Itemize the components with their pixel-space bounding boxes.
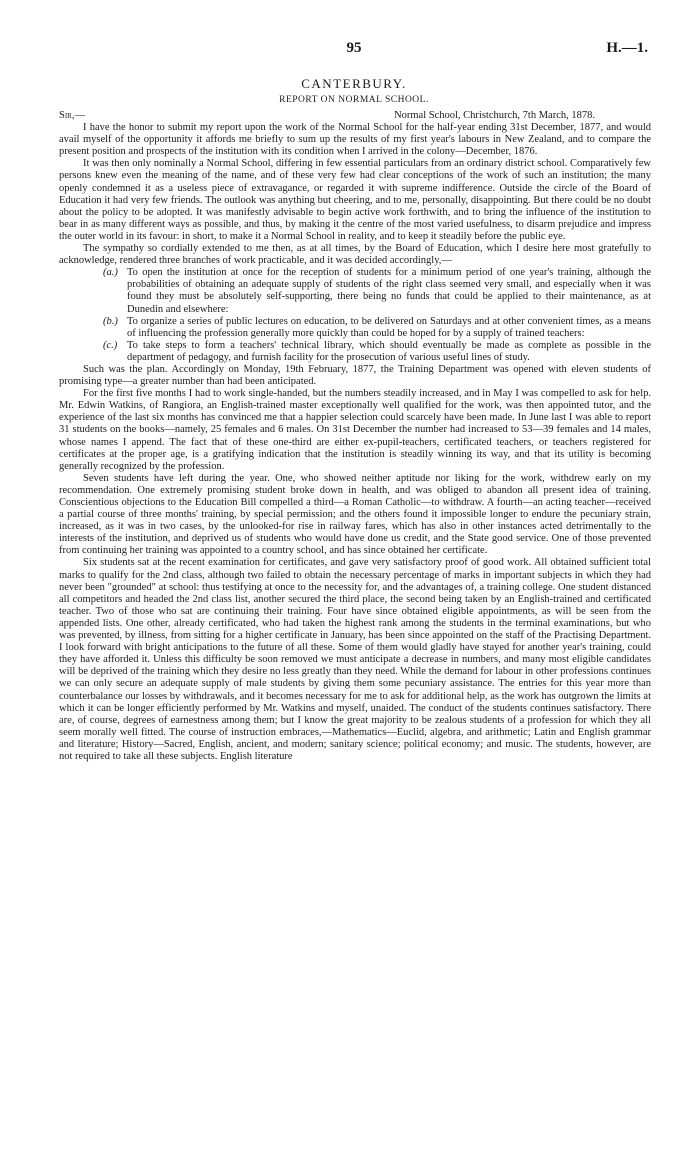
list-item-text: To take steps to form a teachers' technical library, which should eventually be made as complete as possible in the department of pedagogy, and furnish facility for the prosecution of various useful lines of study.	[127, 339, 651, 363]
paragraph-main-3: Seven students have left during the year. One, who showed neither aptitude nor liking for the work, withdrew early on my recommendation. One extremely promising student broke down in health, and was obliged to abandon all present idea of training. Conscientious objections to the Education Bill compelled a third—a Roman Catholic—to withdraw. A fourth—an acting teacher—received a partial course of three months' training, by special permission; and the others found it impossible longer to endure the pecuniary strain, increased, as it was in two cases, by the unlooked-for rise in railway fares, which has also in other instances acted detrimentally to the interests of the institution, and deprived us of students who would have done us credit, and the State good service. One of those prevented from continuing her training was appointed to a country school, and has since obtained her certificate.	[59, 472, 651, 557]
report-body	[59, 110, 651, 763]
page-header	[60, 40, 648, 62]
list-item-text: To open the institution at once for the reception of students for a minimum period of one year's training, although the probabilities of obtaining an adequate supply of students of the right class seemed very small, and especially when it was found they must be absolutely self-supporting, there being no funds that could be applied to their maintenance, as at Dunedin and elsewhere:	[127, 267, 651, 315]
paragraph-intro-2: It was then only nominally a Normal School, differing in few essential particulars from an ordinary district school. Comparatively few persons knew even the meaning of the name, and of these very few had clear conceptions of the work of such an institution; the many openly condemned it as a useless piece of extravagance, or regarded it with supreme indifference. Outside the circle of the Board of Education it had very few friends. The outlook was anything but cheering, and to me, personally, disappointing. But there could be no doubt about the policy to be adopted. It was manifestly advisable to begin active work forthwith, and to bring the influence of the institution to bear in as many different ways as possible, and thus, by making it the centre of the most varied usefulness, to disarm prejudice and impress the outer world in its favour: in short, to make it a Normal School in reality, and to keep it steadily before the public eye.	[59, 158, 651, 242]
section-title: CANTERBURY.	[301, 76, 407, 91]
salutation-line	[59, 110, 651, 122]
paragraph-intro-3: The sympathy so cordially extended to me then, as at all times, by the Board of Education, which I desire here most gratefully to acknowledge, rendered three branches of work practicable, and it was decided accordingly,—	[59, 243, 651, 267]
report-subtitle: REPORT ON NORMAL SCHOOL.	[279, 95, 429, 105]
list-item-c	[103, 339, 651, 364]
list-item-text: To organize a series of public lectures on education, to be delivered on Saturdays and at other convenient times, as a means of influencing the profession generally more quickly than could be hoped for by a supply of trained teachers:	[127, 315, 651, 339]
document-code: H.—1.	[606, 40, 648, 56]
page-number: 95	[346, 40, 362, 56]
list-marker: (a.)	[103, 267, 118, 279]
list-marker: (c.)	[103, 339, 118, 351]
paragraph-main-4: Six students sat at the recent examination for certificates, and gave very satisfactory proof of good work. All obtained sufficient total marks to qualify for the 2nd class, although two failed to obtain the necessary percentage of marks in important subjects in which they had never been "grounded" at school: thus testifying at once to the necessity for, and the advantages of, a training college. One student distanced all competitors and headed the 2nd class list, another secured the third place, the second being taken by an English-trained and certificated teacher. Two of those who sat are continuing their training. Four have since obtained eligible appointments, as will be seen from the appended lists. One other, already certificated, who had taken the highest rank among the students in the terminal examinations, but who was prevented, by illness, from sitting for a higher certificate in January, has been since appointed on the staff of the Practising Department. I look forward with bright anticipations to the future of all these. Some of them would gladly have stayed for another year's training, could they have afforded it. Unless this difficulty be soon removed we must anticipate a decrease in numbers, and many most eligible candidates will be deprived of the training which they desire no less greatly than they need. While the demand for labour in other professions continues we can only secure an adequate supply of male students by giving them some pecuniary assistance. The entries for this year more than counterbalance our losses by withdrawals, and it becomes necessary for me to ask for additional help, as the work has outgrown the limits at which it can be longer efficiently performed by Mr. Watkins and myself, unaided. The conduct of the students continues satisfactory. There are, of course, degrees of earnestness among them; but I know the great majority to be zealous students of a profession for which they all seem morally well fitted. The course of instruction embraces,—Mathematics—Euclid, algebra, and arithmetic; Latin and English grammar and literature; History—Sacred, English, ancient, and modern; sanitary science; political economy; and music. The students, however, are not required to take all these subjects. English literature	[59, 557, 651, 762]
paragraph-main-2: For the first five months I had to work single-handed, but the numbers steadily increased, and in May I was compelled to ask for help. Mr. Edwin Watkins, of Rangiora, an English-trained master exceptionally well qualified for the work, was then appointed tutor, and the experience of the last six months has convinced me that a happier selection could scarcely have been made. In June last I was able to report 31 students on the books—namely, 25 females and 6 males. On 31st December the number had increased to 53—39 females and 14 males, whose names I append. The fact that of these one-third are either ex-pupil-teachers, certificated teachers, or teachers registered for certificates at the proper age, is a gratifying indication that the institution is steadily winning its way, and that its utility is becoming generally recognized by the profession.	[59, 388, 651, 472]
list-item-b	[103, 315, 651, 340]
location-date: Normal School, Christchurch, 7th March, 1878.	[394, 110, 595, 121]
list-marker: (b.)	[103, 315, 118, 327]
paragraph-intro-1: I have the honor to submit my report upon the work of the Normal School for the half-year ending 31st December, 1877, and would avail myself of the opportunity it affords me briefly to sum up the results of my first year's labours in New Zealand, and to compare the present position and prospects of the institution with its condition when I arrived in the colony—December, 1876.	[59, 122, 651, 158]
list-item-a	[103, 267, 651, 315]
paragraph-main-1: Such was the plan. Accordingly on Monday, 19th February, 1877, the Training Department was opened with eleven students of promising type—a greater number than had been anticipated.	[59, 363, 651, 388]
salutation: Sir,—	[59, 110, 85, 121]
